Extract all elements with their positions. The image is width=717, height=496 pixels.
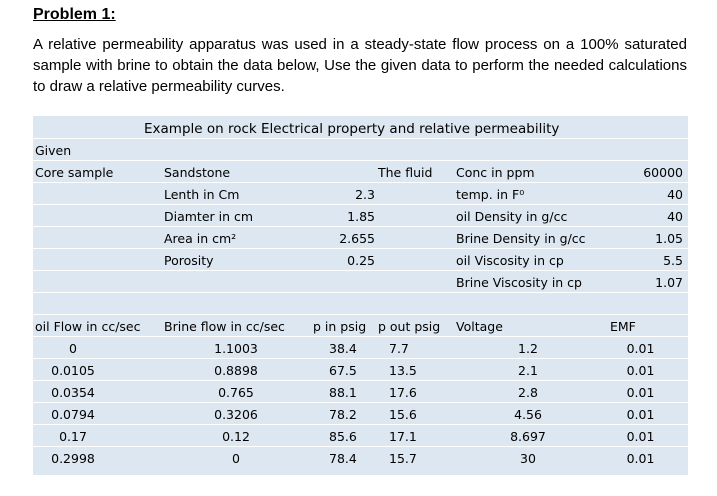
table-cell: 0.01 [626, 451, 655, 466]
rock-property-label: Area in cm² [164, 231, 237, 246]
fluid-property-value: 60000 [643, 165, 683, 180]
table-cell: 1.1003 [214, 341, 258, 356]
rock-property-label: Lenth in Cm [164, 187, 240, 202]
column-header-p-in: p in psig [313, 319, 367, 334]
fluid-property-label: Brine Density in g/cc [456, 231, 586, 246]
fluid-property-label: Conc in ppm [456, 165, 535, 180]
rock-property-label: Diamter in cm [164, 209, 254, 224]
fluid-property-label: oil Density in g/cc [456, 209, 568, 224]
table-cell: 0.17 [59, 429, 87, 444]
table-cell: 0.0794 [51, 407, 95, 422]
problem-statement: A relative permeability apparatus was used in a steady-state flow process on a 100% saturated sample with brine to obtain the data below, Use the given data to perform the needed calculations to draw a relative permeability curves. [33, 36, 687, 95]
rock-property-value: 1.85 [347, 209, 375, 224]
table-cell: 0.01 [626, 407, 655, 422]
table-cell: 67.5 [329, 363, 357, 378]
rock-property-label: Sandstone [164, 165, 231, 180]
fluid-property-value: 5.5 [663, 253, 683, 268]
table-cell: 30 [520, 451, 536, 466]
fluid-property-value: 40 [667, 209, 683, 224]
table-cell: 0.8898 [214, 363, 258, 378]
table-cell: 78.2 [329, 407, 357, 422]
column-header-voltage: Voltage [456, 319, 503, 334]
column-header-brine-flow: Brine flow in cc/sec [164, 319, 285, 334]
fluid-property-label: oil Viscosity in cp [456, 253, 564, 268]
fluid-property-value: 40 [667, 187, 683, 202]
table-cell: 88.1 [329, 385, 357, 400]
table-cell: 0.12 [222, 429, 250, 444]
table-cell: 2.8 [518, 385, 538, 400]
fluid-label: The fluid [378, 165, 433, 180]
rock-property-value: 2.3 [355, 187, 375, 202]
table-cell: 0 [69, 341, 77, 356]
data-sheet [33, 116, 688, 475]
table-cell: 8.697 [510, 429, 546, 444]
table-cell: 0.2998 [51, 451, 95, 466]
column-header-emf: EMF [610, 319, 636, 334]
table-cell: 15.7 [389, 451, 417, 466]
table-cell: 0.0105 [51, 363, 95, 378]
table-cell: 0.3206 [214, 407, 258, 422]
table-cell: 0.0354 [51, 385, 95, 400]
table-cell: 2.1 [518, 363, 538, 378]
rock-property-value: 2.655 [339, 231, 375, 246]
column-header-p-out: p out psig [378, 319, 441, 334]
rock-property-value: 0.25 [347, 253, 375, 268]
table-cell: 15.6 [389, 407, 417, 422]
table-cell: 0.01 [626, 363, 655, 378]
problem-heading: Problem 1: [33, 6, 116, 23]
fluid-property-value: 1.07 [655, 275, 683, 290]
table-cell: 1.2 [518, 341, 538, 356]
sheet-title: Example on rock Electrical property and relative permeability [144, 121, 560, 137]
table-cell: 0.765 [218, 385, 254, 400]
table-cell: 85.6 [329, 429, 357, 444]
table-cell: 0.01 [626, 429, 655, 444]
rock-property-label: Porosity [164, 253, 214, 268]
given-label: Given [35, 143, 72, 158]
table-cell: 0 [232, 451, 240, 466]
table-cell: 0.01 [626, 341, 655, 356]
table-cell: 17.1 [389, 429, 417, 444]
core-sample-label: Core sample [35, 165, 114, 180]
table-cell: 0.01 [626, 385, 655, 400]
fluid-property-value: 1.05 [655, 231, 683, 246]
table-cell: 78.4 [329, 451, 357, 466]
table-cell: 7.7 [389, 341, 409, 356]
table-cell: 17.6 [389, 385, 417, 400]
fluid-property-label: Brine Viscosity in cp [456, 275, 582, 290]
fluid-property-label: temp. in F⁰ [456, 187, 525, 202]
table-cell: 4.56 [514, 407, 542, 422]
column-header-oil-flow: oil Flow in cc/sec [35, 319, 141, 334]
table-cell: 13.5 [389, 363, 417, 378]
table-cell: 38.4 [329, 341, 357, 356]
